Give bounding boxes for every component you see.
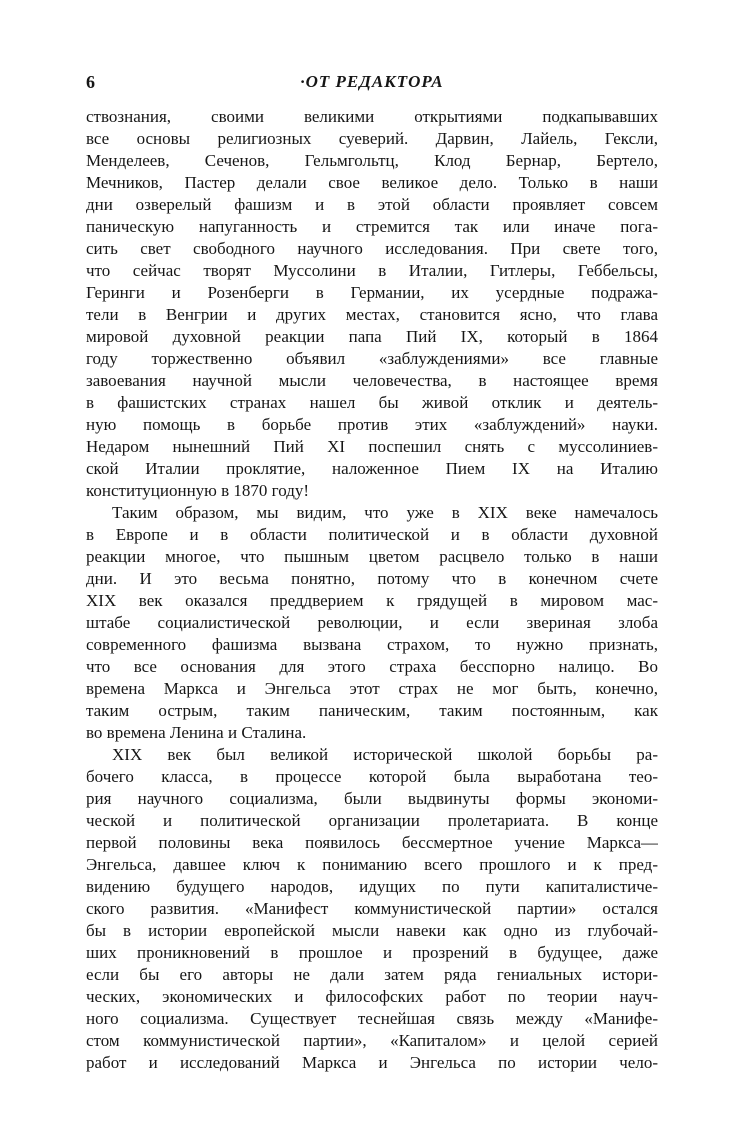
text-line: в Европе и в области политической и в области духовной — [86, 525, 658, 544]
text-line: во времена Ленина и Сталина. — [86, 723, 307, 742]
text-line: что сейчас творят Муссолини в Италии, Гитлеры, Геббельсы, — [86, 261, 658, 280]
text-line: Недаром нынешний Пий XI поспешил снять с муссолиниев- — [86, 437, 658, 456]
text-line: Энгельса, давшее ключ к пониманию всего прошлого и к пред- — [86, 855, 658, 874]
text-line: в фашистских странах нашел бы живой отклик и деятель- — [86, 393, 658, 412]
text-line: штабе социалистической революции, и если звериная злоба — [86, 613, 658, 632]
text-line: ческих, экономических и философских работ по теории науч- — [86, 987, 658, 1006]
text-line: конституционную в 1870 году! — [86, 481, 310, 500]
text-line: Мечников, Пастер делали свое великое дело. Только в наши — [86, 173, 658, 192]
running-head-title: ·ОТ РЕДАКТОРА — [300, 72, 444, 91]
text-line: XIX век оказался преддверием к грядущей в мировом мас- — [86, 591, 658, 610]
text-line: году торжественно объявил «заблуждениями» все главные — [86, 349, 658, 368]
text-line: если бы его авторы не дали затем ряда гениальных истори- — [86, 965, 658, 984]
text-line: ской Италии проклятие, наложенное Пием IX на Италию — [86, 459, 658, 478]
text-line: ного социализма. Существует теснейшая связь между «Манифе- — [86, 1009, 658, 1028]
text-line: паническую напуганность и стремится так или иначе пога- — [86, 217, 658, 236]
text-line: завоевания научной мысли человечества, в настоящее время — [86, 371, 658, 390]
text-line: реакции многое, что пышным цветом расцвело только в наши — [86, 547, 658, 566]
text-line: сить свет свободного научного исследования. При свете того, — [86, 239, 658, 258]
text-line: работ и исследований Маркса и Энгельса по истории чело- — [86, 1053, 658, 1072]
text-line: рия научного социализма, были выдвинуты формы экономи- — [86, 789, 658, 808]
text-line: таким острым, таким паническим, таким постоянным, как — [86, 701, 658, 720]
running-head — [86, 72, 658, 96]
text-line: бы в истории европейской мысли навеки как одно из глубочай- — [86, 921, 658, 940]
text-line: стом коммунистической партии», «Капиталом» и целой серией — [86, 1031, 658, 1050]
text-line: дни. И это весьма понятно, потому что в конечном счете — [86, 569, 658, 588]
text-line: ших проникновений в прошлое и прозрений в будущее, даже — [86, 943, 658, 962]
text-line: ческой и политической организации пролетариата. В конце — [86, 811, 658, 830]
text-line: бочего класса, в процессе которой была выработана тео- — [86, 767, 658, 786]
body-text — [86, 106, 658, 1074]
text-line: что все основания для этого страха бесспорно налицо. Во — [86, 657, 658, 676]
text-line: все основы религиозных суеверий. Дарвин, Лайель, Гексли, — [86, 129, 658, 148]
text-line: времена Маркса и Энгельса этот страх не мог быть, конечно, — [86, 679, 658, 698]
page-number: 6 — [86, 72, 95, 92]
text-line: ную помощь в борьбе против этих «заблуждений» науки. — [86, 415, 658, 434]
text-line: ствознания, своими великими открытиями подкапывавших — [86, 107, 658, 126]
text-line: XIX век был великой исторической школой борьбы ра- — [112, 745, 658, 764]
text-line: дни озверелый фашизм и в этой области проявляет совсем — [86, 195, 658, 214]
text-line: Геринги и Розенберги в Германии, их усердные подража- — [86, 283, 658, 302]
text-line: Таким образом, мы видим, что уже в XIX веке намечалось — [112, 503, 658, 522]
text-line: Менделеев, Сеченов, Гельмгольтц, Клод Бернар, Бертело, — [86, 151, 658, 170]
text-line: современного фашизма вызвана страхом, то нужно признать, — [86, 635, 658, 654]
text-line: первой половины века появилось бессмертное учение Маркса— — [86, 833, 658, 852]
text-line: тели в Венгрии и других местах, становится ясно, что глава — [86, 305, 658, 324]
text-line: видению будущего народов, идущих по пути капиталистиче- — [86, 877, 658, 896]
text-line: ского развития. «Манифест коммунистической партии» остался — [86, 899, 658, 918]
text-line: мировой духовной реакции папа Пий IX, который в 1864 — [86, 327, 658, 346]
